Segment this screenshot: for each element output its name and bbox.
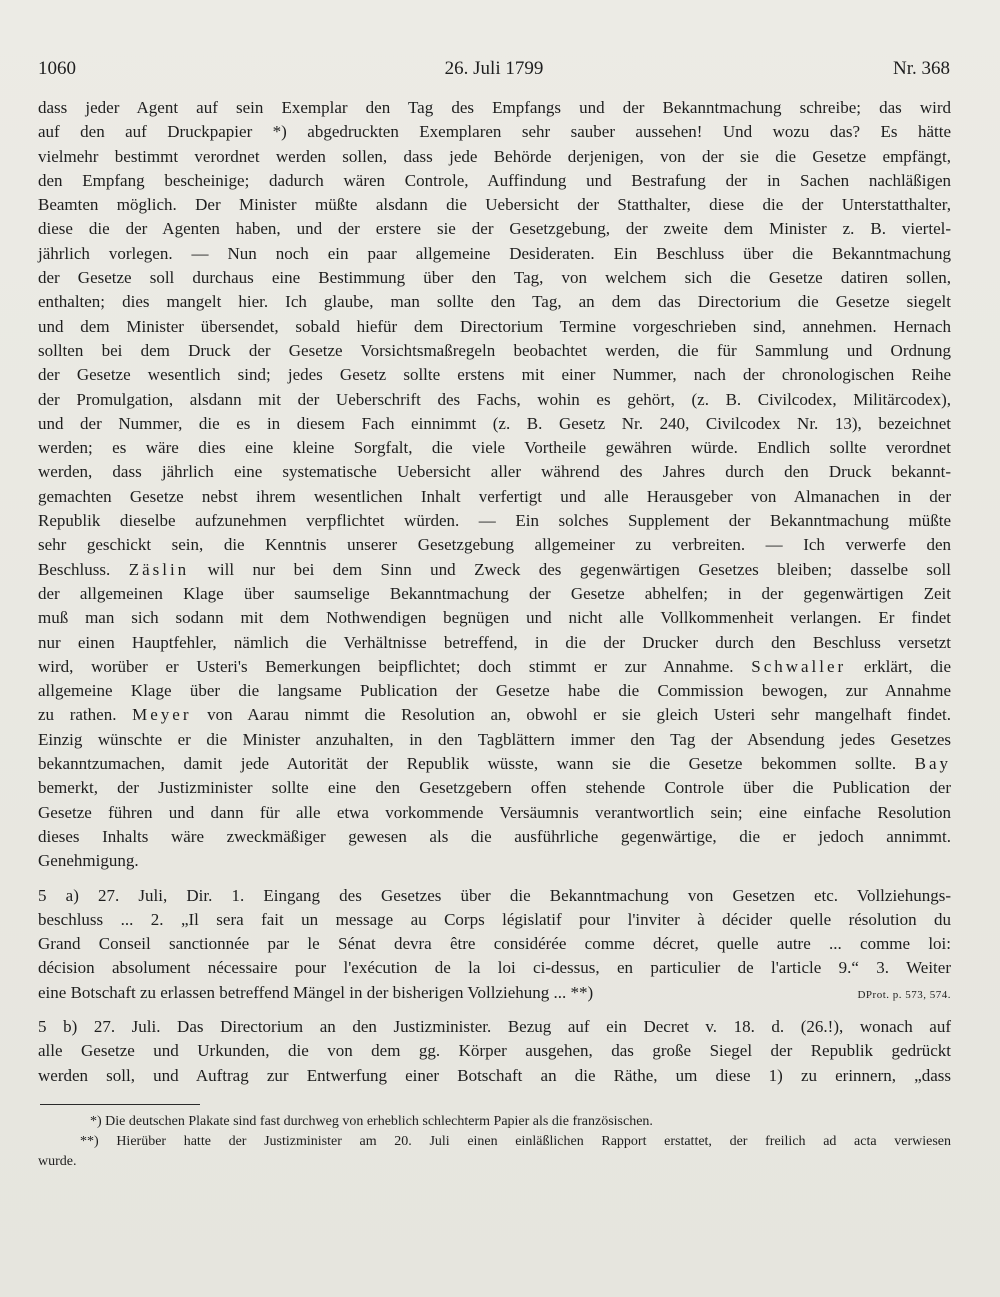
text-line (38, 582, 951, 606)
text-line (38, 606, 951, 630)
text-segment: allgemeine Klage über die langsame Publication der Gesetze habe die Commission bewogen, zur Annahme (38, 681, 951, 701)
text-line: werden, dass jährlich eine systematische Uebersicht aller während des Jahres durch den Druck bekannt- (38, 462, 951, 482)
main-text (38, 96, 951, 1088)
text-line: werden soll, und Auftrag zur Entwerfung einer Botschaft an die Räthe, um diese 1) zu erinnern, „dass (38, 1065, 951, 1085)
text-segment: Gesetze führen und dann für alle etwa vorkommende Versäumnis verantwortlich sein; eine einfache Resolution (38, 802, 951, 822)
footnote-2-line-1: **) Hierüber hatte der Justizminister am 20. Juli einen einläßlichen Rapport erstattet, der freilich ad acta verwiesen (80, 1134, 951, 1149)
text-line: den Empfang bescheinige; dadurch wären Controle, Auffindung und Bestrafung der in Sachen nachläßigen (38, 170, 951, 190)
speaker-name: Bay (914, 754, 951, 774)
speaker-name: Meyer (132, 705, 192, 725)
text-line (38, 801, 951, 825)
text-line: werden; es wäre dies eine kleine Sorgfalt, die viele Vortheile gewähren würde. Endlich sollte verordnet (38, 438, 951, 458)
text-line: und dem Minister übersendet, sobald hiefür dem Directorium Termine vorgeschrieben sind, annehmen. Hernach (38, 316, 951, 336)
text-line: enthalten; dies mangelt hier. Ich glaube, man sollte den Tag, an dem das Directorium die Gesetze siegelt (38, 292, 951, 312)
protocol-reference: DProt. p. 573, 574. (857, 988, 951, 1001)
document-number: Nr. 368 (893, 58, 950, 79)
text-line: alle Gesetze und Urkunden, die von dem gg. Körper ausgehen, das große Siegel der Republik gedrückt (38, 1041, 951, 1061)
text-line: jährlich vorlegen. — Nun noch ein paar allgemeine Desideraten. Ein Beschluss über die Bekanntmachung (38, 243, 951, 263)
text-segment: bemerkt, der Justizminister sollte eine den Gesetzgebern offen stehende Controle über die Publication der (38, 778, 951, 798)
text-line: sehr geschickt sein, die Kenntnis unserer Gesetzgebung allgemeiner zu verbreiten. — Ich verwerfe den (38, 535, 951, 555)
footnotes (38, 1112, 951, 1172)
text-segment: Einzig wünschte er die Minister anzuhalten, in den Tagblättern immer den Tag der Absendung jedes Gesetzes (38, 729, 951, 749)
text-line (38, 679, 951, 703)
section-5a (38, 884, 951, 981)
closing-line: Genehmigung. (38, 851, 139, 871)
text-line (38, 825, 951, 849)
text-line (38, 558, 951, 582)
text-segment: bekanntzumachen, damit jede Autorität der Republik wüsste, wann sie die Gesetze bekommen sollte. (38, 754, 915, 774)
footnote-1: *) Die deutschen Plakate sind fast durchweg von erheblich schlechterm Papier als die französischen. (90, 1114, 653, 1129)
page-header (38, 58, 950, 84)
text-line (38, 631, 951, 655)
main-paragraph (38, 96, 951, 558)
text-line: 5 b) 27. Juli. Das Directorium an den Justizminister. Bezug auf ein Decret v. 18. d. (26.!), wonach auf (38, 1016, 951, 1036)
text-line: Beamten möglich. Der Minister müßte alsdann die Uebersicht der Statthalter, diese die der Unterstatthalter, (38, 195, 951, 215)
text-line (38, 703, 951, 727)
text-segment: von Aarau nimmt die Resolution an, obwohl er sie gleich Usteri sehr mangelhaft findet. (191, 705, 951, 725)
text-line: 5 a) 27. Juli, Dir. 1. Eingang des Gesetzes über die Bekanntmachung von Gesetzen etc. Vollziehungs- (38, 885, 951, 905)
page-number: 1060 (38, 58, 76, 79)
footnote-divider (40, 1104, 200, 1105)
text-line: beschluss ... 2. „Il sera fait un message au Corps législatif pour l'inviter à décider quelle résolution du (38, 909, 951, 929)
text-segment: zu rathen. (38, 705, 133, 725)
text-segment: Beschluss. (38, 559, 129, 579)
text-line: Grand Conseil sanctionnée par le Sénat devra être considérée comme décret, quelle autre ... comme loi: (38, 934, 951, 954)
text-line (38, 728, 951, 752)
text-line: der Gesetze soll durchaus eine Bestimmung über den Tag, von welchem sich die Gesetze datiren sollen, (38, 268, 951, 288)
debate-paragraph (38, 558, 951, 850)
speaker-name: Zäslin (128, 559, 190, 579)
text-segment: will nur bei dem Sinn und Zweck des gegenwärtigen Gesetzes bleiben; dasselbe soll (189, 559, 951, 579)
text-segment: wird, worüber er Usteri's Bemerkungen beipflichtet; doch stimmt er zur Annahme. (38, 656, 752, 676)
text-line (38, 752, 951, 776)
text-line: diese die der Agenten haben, und der erstere sie der Gesetzgebung, der zweite dem Minister z. B. viertel- (38, 219, 951, 239)
text-segment: der allgemeinen Klage über saumselige Bekanntmachung der Gesetze abhelfen; in der gegenwärtigen Zeit (38, 583, 951, 603)
section-5b (38, 1015, 951, 1088)
text-line: Republik dieselbe aufzunehmen verpflichtet würden. — Ein solches Supplement der Bekanntmachung müßte (38, 511, 951, 531)
text-line: décision absolument nécessaire pour l'exécution de la loi ci-dessus, en particulier de l'article 9.“ 3. Weiter (38, 958, 951, 978)
footnote-2-line-2: wurde. (38, 1154, 77, 1169)
header-date: 26. Juli 1799 (444, 58, 544, 79)
text-line: der Gesetze wesentlich sind; jedes Gesetz sollte erstens mit einer Nummer, nach der chronologischen Reihe (38, 365, 951, 385)
text-line: dass jeder Agent auf sein Exemplar den Tag des Empfangs und der Bekanntmachung schreibe; das wird (38, 98, 951, 117)
text-line: auf den auf Druckpapier *) abgedruckten Exemplaren sehr sauber aussehen! Und wozu das? Es hätte (38, 122, 951, 142)
text-line: der Promulgation, alsdann mit der Ueberschrift des Fachs, wohin es gehört, (z. B. Civilcodex, Militärcodex), (38, 389, 951, 409)
text-line: und der Nummer, die es in diesem Fach einnimmt (z. B. Gesetz Nr. 240, Civilcodex Nr. 13), bezeichnet (38, 413, 951, 433)
text-segment: erklärt, die (846, 656, 951, 676)
text-line: sollten bei dem Druck der Gesetze Vorsichtsmaßregeln beobachtet werden, die für Sammlung und Ordnung (38, 340, 951, 360)
text-line: gemachten Gesetze nebst ihrem wesentlichen Inhalt verfertigt und alle Herausgeber von Almanachen in der (38, 486, 951, 506)
speaker-name: Schwaller (751, 656, 847, 676)
section-5a-last-line (38, 981, 951, 1005)
text-line (38, 776, 951, 800)
text-segment: dieses Inhalts wäre zweckmäßiger gewesen als die ausführliche gegenwärtige, die er jedoch annimmt. (38, 826, 951, 846)
text-line (38, 655, 951, 679)
text-line: vielmehr bestimmt verordnet werden sollen, dass jede Behörde derjenigen, von der sie die Gesetze empfängt, (38, 146, 951, 166)
text-segment: muß man sich sodann mit dem Nothwendigen begnügen und nicht alle Vollkommenheit verlangen. Er findet (38, 608, 951, 628)
section-5a-last-text: eine Botschaft zu erlassen betreffend Mängel in der bisherigen Vollziehung ... **) (38, 982, 594, 1002)
text-segment: nur einen Hauptfehler, nämlich die Verhältnisse betreffend, in die der Drucker durch den Beschluss versetzt (38, 632, 951, 652)
